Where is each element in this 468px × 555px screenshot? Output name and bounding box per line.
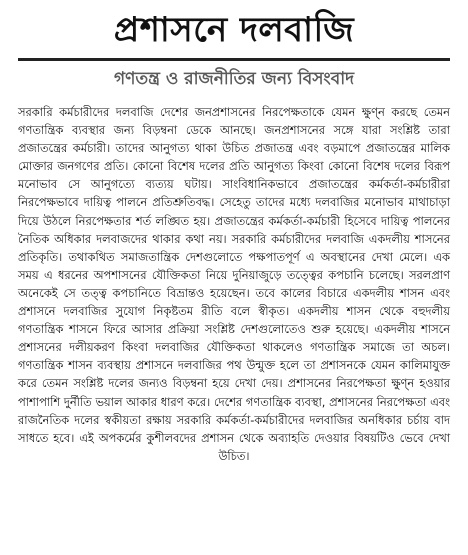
headline-divider — [18, 58, 450, 61]
headline: প্রশাসনে দলবাজি — [113, 10, 355, 50]
subheadline: গণতন্ত্র ও রাজনীতির জন্য বিসংবাদ — [113, 69, 355, 89]
article-body: সরকারি কর্মচারীদের দলবাজি দেশের জনপ্রশাসনের নিরপেক্ষতাকে যেমন ক্ষুণ্ন করছে তেমন গণতান্ত্রিক ব্যবস্থার জন্য বিড়ম্বনা ডেকে আনছে। জনপ্রশাসনের সঙ্গে যারা সংশ্লিষ্ট তারা প্রজাতন্ত্রের কর্মচারী। তাদের আনুগত্য থাকা উচিত প্রজাতন্ত্র এবং বড়মাপে প্রজাতন্ত্রের মালিক মোক্তার জনগণের প্রতি। কোনো বিশেষ দলের প্রতি আনুগত্য কিংবা কোনো বিশেষ দলের বিরূপ মনোভাব সে আনুগত্যে ব্যত্যয় ঘটায়। সাংবিধানিকভাবে প্রজাতন্ত্রের কর্মকর্তা-কর্মচারীরা নিরপেক্ষভাবে দায়িত্ব পালনে প্রতিশ্রুতিবদ্ধ। সেহেতু তাদের মধ্যে দলবাজির মনোভাব মাথাচাড়া দিয়ে উঠলে নিরপেক্ষতার শর্ত লঙ্ঘিত হয়। প্রজাতন্ত্রের কর্মকর্তা-কর্মচারী হিসেবে দায়িত্ব পালনের নৈতিক অধিকার দলবাজদের থাকার কথা নয়। সরকারি কর্মচারীদের দলবাজি একদলীয় শাসনের প্রতিকৃতি। তথাকথিত সমাজতান্ত্রিক দেশগুলোতে পক্ষপাতপূর্ণ এ অবস্থানের দেখা মেলে। এক সময় এ ধরনের অপশাসনের যৌক্তিকতা নিয়ে দুনিয়াজুড়ে তত্ত্বের কপচানি চলেছে। সরলপ্রাণ অনেকেই সে তত্ত্ব কপচানিতে বিভ্রান্তও হয়েছেন। তবে কালের বিচারে একদলীয় শাসন এবং প্রশাসনে দলবাজির সুযোগ নিকৃষ্টতম রীতি বলে স্বীকৃত। একদলীয় শাসন থেকে বহুদলীয় গণতান্ত্রিক শাসনে ফিরে আসার প্রক্রিয়া সংশ্লিষ্ট দেশগুলোতেও শুরু হয়েছে। একদলীয় শাসনে প্রশাসনের দলীয়করণ কিংবা দলবাজির যৌক্তিকতা থাকলেও গণতান্ত্রিক সমাজে তা অচল। গণতান্ত্রিক শাসন ব্যবস্থায় প্রশাসনে দলবাজির পথ উন্মুক্ত হলে তা প্রশাসনকে যেমন কালিমাযুক্ত করে তেমন সংশ্লিষ্ট দলের জন্যও বিড়ম্বনা হয়ে দেখা দেয়। প্রশাসনের নিরপেক্ষতা ক্ষুণ্ন হওয়ার পাশাপাশি দুর্নীতি ভয়াল আকার ধারণ করে। দেশের গণতান্ত্রিক ব্যবস্থা, প্রশাসনের নিরপেক্ষতা এবং রাজনৈতিক দলের স্বকীয়তা রক্ষায় সরকারি কর্মকর্তা-কর্মচারীদের দলবাজির অনধিকার চর্চায় বাদ সাধতে হবে। এই অপকর্মের কুশীলবদের প্রশাসন থেকে অব্যাহতি দেওয়ার বিষয়টিও ভেবে দেখা উচিত। — [18, 105, 450, 463]
